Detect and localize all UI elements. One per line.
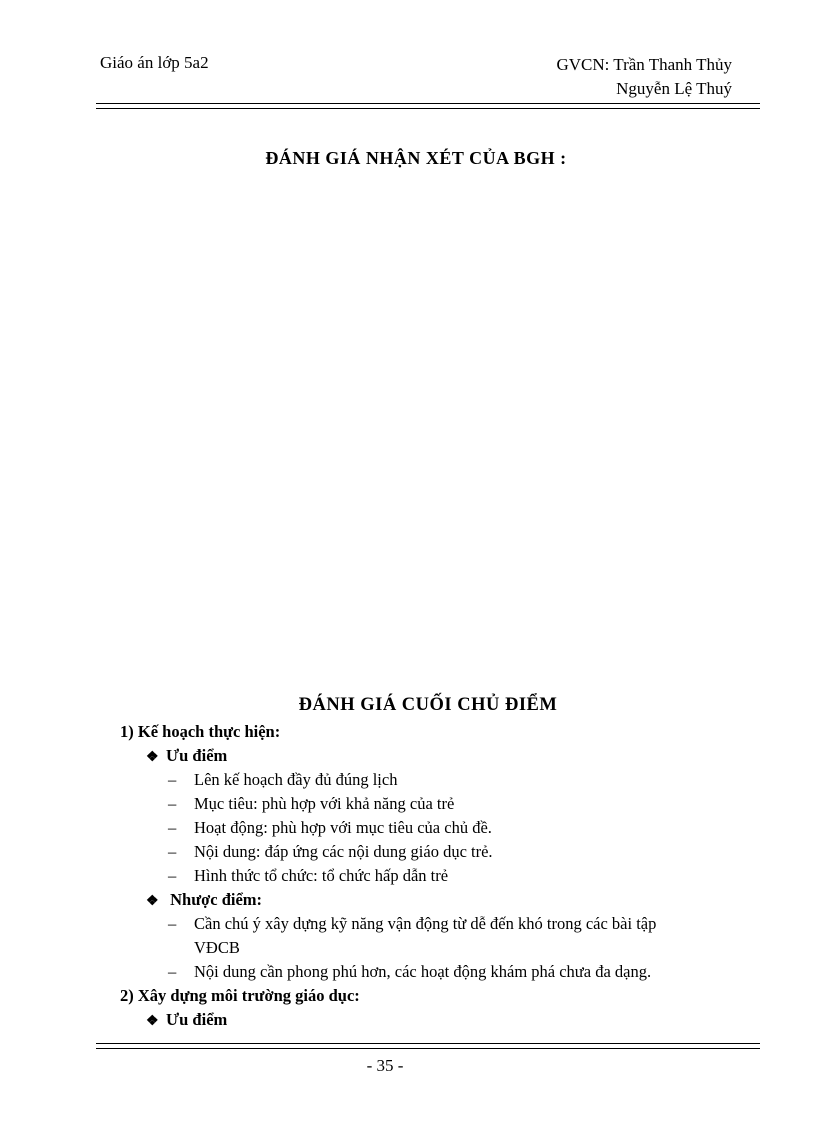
list-item-text: Nội dung: đáp ứng các nội dung giáo dục trẻ. — [194, 842, 493, 861]
header-teachers — [556, 53, 732, 101]
dash-bullet-icon: – — [168, 962, 177, 981]
list-item-text: Hoạt động: phù hợp với mục tiêu của chủ đề. — [194, 818, 492, 837]
header-teacher-1: GVCN: Trần Thanh Thủy — [556, 55, 732, 74]
item2-advantages-label: Ưu điểm — [166, 1010, 228, 1029]
dash-bullet-icon: – — [168, 866, 177, 885]
dash-bullet-icon: – — [168, 842, 177, 861]
list-item — [168, 962, 651, 982]
item2-heading: 2) Xây dựng môi trường giáo dục: — [120, 986, 360, 1005]
diamond-bullet-icon: ❖ — [146, 750, 159, 765]
item1-disadvantages-heading — [146, 890, 262, 910]
footer-divider — [96, 1043, 760, 1049]
list-item — [168, 770, 397, 790]
list-item-text: Nội dung cần phong phú hơn, các hoạt động khám phá chưa đa dạng. — [194, 962, 652, 981]
diamond-bullet-icon: ❖ — [146, 894, 159, 909]
dash-bullet-icon: – — [168, 818, 177, 837]
item1-heading: 1) Kế hoạch thực hiện: — [120, 722, 281, 741]
bgh-review-title: ĐÁNH GIÁ NHẬN XÉT CỦA BGH : — [265, 148, 567, 168]
item1-advantages-label: Ưu điểm — [166, 746, 228, 765]
list-item — [168, 818, 492, 838]
list-item-text: Mục tiêu: phù hợp với khả năng của trẻ — [194, 794, 455, 813]
list-item — [168, 914, 656, 934]
page-number: - 35 - — [366, 1056, 404, 1075]
dash-bullet-icon: – — [168, 914, 177, 933]
list-item — [168, 794, 454, 814]
diamond-bullet-icon: ❖ — [146, 1014, 159, 1029]
list-item-text: Cần chú ý xây dựng kỹ năng vận động từ dễ đến khó trong các bài tập — [194, 914, 657, 933]
list-item — [168, 842, 493, 862]
dash-bullet-icon: – — [168, 794, 177, 813]
dash-bullet-icon: – — [168, 770, 177, 789]
item2-advantages-heading — [146, 1010, 227, 1030]
header-class-label: Giáo án lớp 5a2 — [100, 53, 209, 72]
header-teacher-2: Nguyễn Lệ Thuý — [616, 79, 732, 98]
item1-disadvantages-label: Nhược điểm: — [170, 890, 263, 909]
item1-advantages-heading — [146, 746, 227, 766]
topic-review-title: ĐÁNH GIÁ CUỐI CHỦ ĐIỂM — [298, 695, 558, 715]
list-item-text: Lên kế hoạch đầy đủ đúng lịch — [194, 770, 398, 789]
list-item-continuation: VĐCB — [194, 938, 240, 957]
list-item-text: Hình thức tổ chức: tổ chức hấp dẫn trẻ — [194, 866, 449, 885]
list-item — [168, 866, 448, 886]
header-divider — [96, 103, 760, 109]
